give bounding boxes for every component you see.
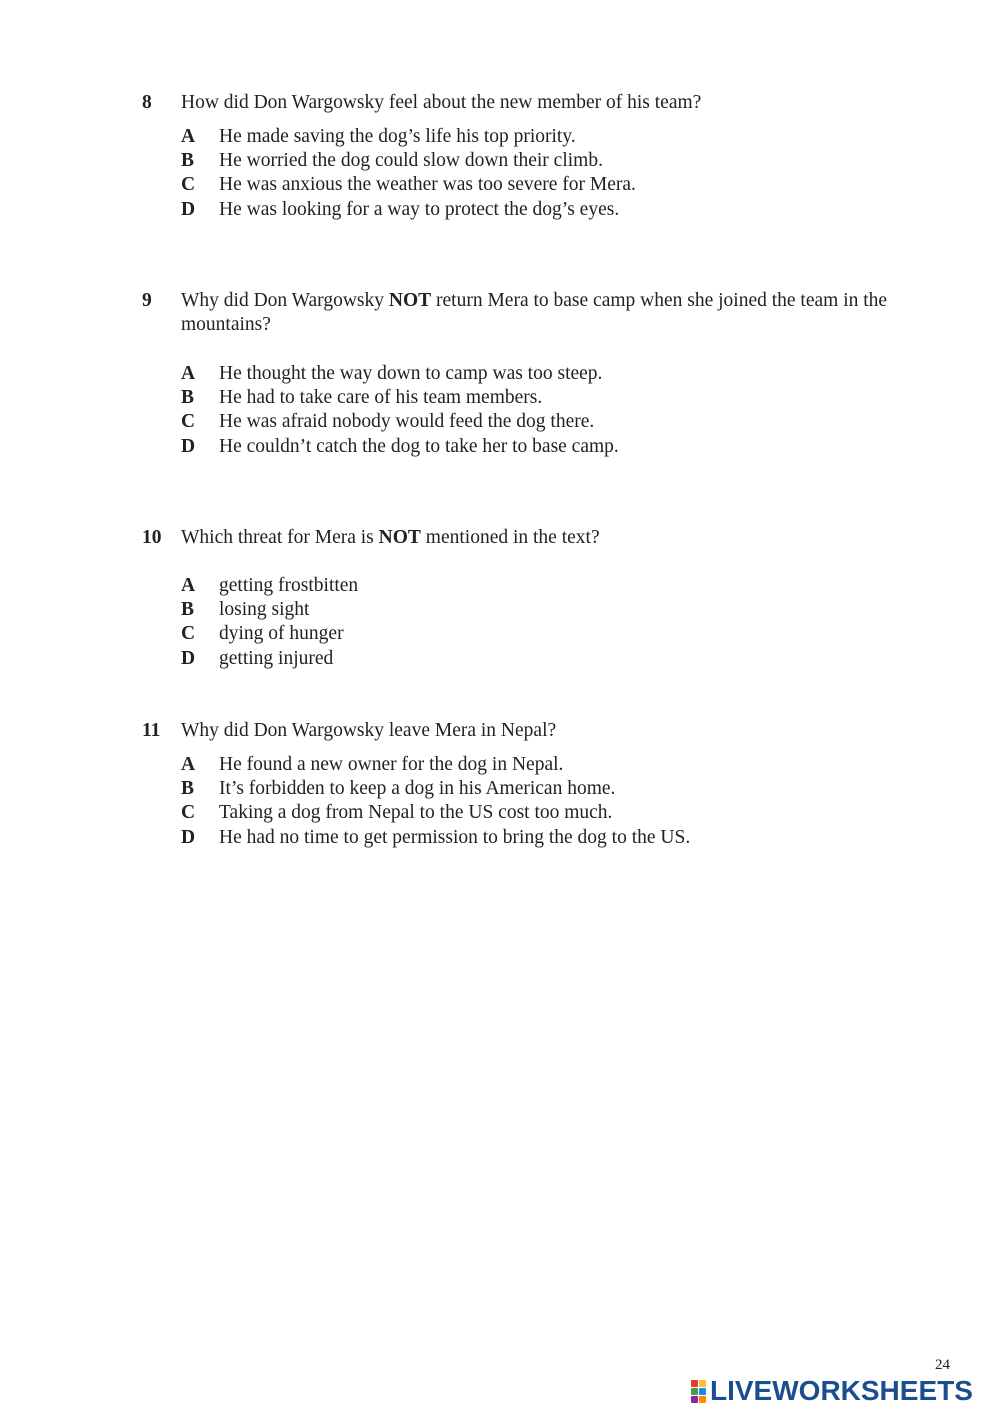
option-text: getting injured (219, 647, 334, 669)
option-letter: D (181, 198, 196, 220)
option-letter: B (181, 599, 195, 621)
option-text: He found a new owner for the dog in Nepal. (219, 754, 564, 775)
option-d[interactable] (0, 435, 1000, 459)
option-letter: B (181, 387, 195, 409)
option-d[interactable] (0, 647, 1000, 671)
option-text: He was looking for a way to protect the dog’s eyes. (219, 198, 620, 220)
option-letter: C (181, 174, 196, 196)
option-d[interactable] (0, 826, 1000, 850)
question-prompt (181, 719, 921, 743)
option-list (0, 753, 1000, 850)
prompt-emphasis: NOT (388, 290, 432, 311)
option-text: Taking a dog from Nepal to the US cost too much. (219, 802, 613, 824)
option-text: He thought the way down to camp was too steep. (219, 363, 603, 384)
question-number: 9 (142, 290, 152, 311)
question-prompt (181, 289, 921, 337)
prompt-text-before: Why did Don Wargowsky (181, 290, 389, 311)
option-letter: A (181, 754, 196, 775)
question-number: 11 (142, 720, 161, 741)
prompt-text-after: return Mera to base camp when she joined the team in the mountains? (181, 290, 888, 335)
liveworksheets-logo-icon (691, 1380, 706, 1403)
liveworksheets-brand[interactable] (691, 1376, 973, 1406)
prompt-text: Why did Don Wargowsky leave Mera in Nepal? (181, 720, 557, 741)
prompt-text-after: mentioned in the text? (420, 527, 600, 548)
logo-square (691, 1388, 698, 1395)
option-b[interactable] (0, 598, 1000, 622)
option-a[interactable] (0, 753, 1000, 777)
option-text: He was afraid nobody would feed the dog there. (219, 411, 595, 433)
option-letter: B (181, 150, 195, 172)
logo-square (691, 1396, 698, 1403)
option-text: He had to take care of his team members. (219, 387, 543, 409)
option-a[interactable] (0, 574, 1000, 598)
option-text: He was anxious the weather was too severe for Mera. (219, 174, 636, 196)
option-letter: B (181, 778, 195, 800)
prompt-emphasis: NOT (378, 527, 421, 548)
option-a[interactable] (0, 125, 1000, 149)
option-list (0, 574, 1000, 671)
option-b[interactable] (0, 149, 1000, 173)
option-d[interactable] (0, 198, 1000, 222)
brand-name: LIVEWORKSHEETS (710, 1375, 973, 1406)
option-text: He made saving the dog’s life his top priority. (219, 126, 576, 147)
option-c[interactable] (0, 622, 1000, 646)
logo-square (699, 1388, 706, 1395)
option-text: He couldn’t catch the dog to take her to base camp. (219, 435, 619, 457)
option-letter: C (181, 623, 196, 645)
option-letter: C (181, 411, 196, 433)
option-list (0, 362, 1000, 459)
option-letter: A (181, 575, 196, 596)
option-letter: D (181, 647, 196, 669)
option-letter: D (181, 435, 196, 457)
logo-square (691, 1380, 698, 1387)
option-text: getting frostbitten (219, 575, 359, 596)
option-text: He had no time to get permission to bring the dog to the US. (219, 826, 691, 848)
option-text: losing sight (219, 599, 310, 621)
question-number: 8 (142, 92, 152, 113)
option-b[interactable] (0, 777, 1000, 801)
option-text: It’s forbidden to keep a dog in his American home. (219, 778, 616, 800)
question-prompt (181, 91, 921, 115)
option-letter: A (181, 126, 196, 147)
prompt-text: How did Don Wargowsky feel about the new member of his team? (181, 92, 702, 113)
option-text: dying of hunger (219, 623, 344, 645)
option-a[interactable] (0, 362, 1000, 386)
question-prompt (181, 526, 921, 550)
option-b[interactable] (0, 386, 1000, 410)
option-list (0, 125, 1000, 222)
option-letter: C (181, 802, 196, 824)
question-number: 10 (142, 527, 162, 548)
logo-square (699, 1396, 706, 1403)
option-letter: D (181, 826, 196, 848)
option-c[interactable] (0, 410, 1000, 434)
prompt-text-before: Which threat for Mera is (181, 527, 379, 548)
option-letter: A (181, 363, 196, 384)
logo-square (699, 1380, 706, 1387)
option-c[interactable] (0, 801, 1000, 825)
option-text: He worried the dog could slow down their climb. (219, 150, 603, 172)
option-c[interactable] (0, 173, 1000, 197)
page-number: 24 (935, 1357, 950, 1373)
